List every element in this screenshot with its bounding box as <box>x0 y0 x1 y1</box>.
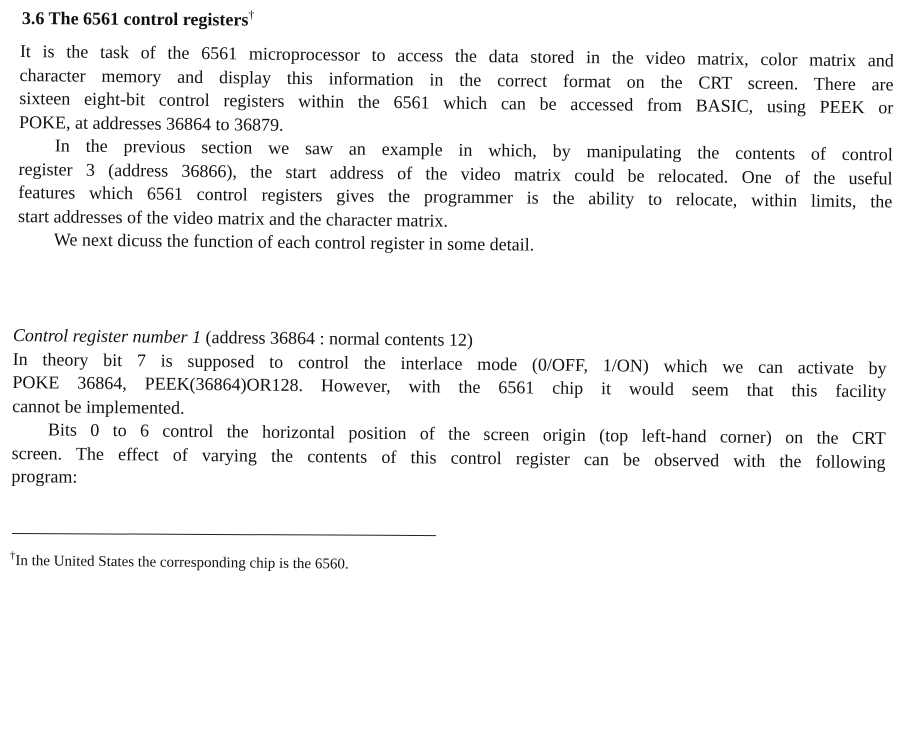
footnote-divider <box>12 533 436 536</box>
register-1-section <box>11 324 887 498</box>
register-1-title-rest: (address 36864 : normal contents 12) <box>200 326 474 350</box>
footnote-text: In the United States the corresponding chip is the 6560. <box>15 553 349 573</box>
text-line: start addresses of the video matrix and the character matrix. <box>17 205 449 231</box>
intro-paragraphs <box>18 40 894 261</box>
text-line: POKE, at addresses 36864 to 36879. <box>19 111 284 135</box>
text-line: Bits 0 to 6 control the horizontal position of the screen origin (top left-hand corner) on the CRT <box>47 419 886 449</box>
text-line: sixteen eight-bit control registers within the 6561 which can be accessed from BASIC, using PEEK or <box>19 87 894 118</box>
section-heading-text: 3.6 The 6561 control registers <box>21 7 249 30</box>
footnote <box>10 550 349 574</box>
text-line: It is the task of the 6561 microprocessor to access the data stored in the video matrix, color matrix and <box>19 40 894 71</box>
footnote-dagger: † <box>9 550 16 563</box>
text-line: character memory and display this information in the correct format on the CRT screen. There are <box>19 64 894 94</box>
register-1-title-italic: Control register number 1 <box>12 324 202 347</box>
text-line: In theory bit 7 is supposed to control the interlace mode (0/OFF, 1/ON) which we can activate by <box>12 348 887 378</box>
text-line: screen. The effect of varying the contents of this control register can be observed with the following <box>11 442 886 472</box>
text-line: register 3 (address 36866), the start address of the video matrix could be relocated. One of the useful <box>18 158 893 188</box>
text-line: POKE 36864, PEEK(36864)OR128. However, with the 6561 chip it would seem that this facility <box>12 371 887 402</box>
text-line: In the previous section we saw an example in which, by manipulating the contents of control <box>54 135 893 165</box>
text-line: cannot be implemented. <box>12 395 185 418</box>
section-heading <box>22 6 255 31</box>
text-line: features which 6561 control registers gives the programmer is the ability to relocate, within limits, the <box>18 181 893 212</box>
text-line: We next dicuss the function of each control register in some detail. <box>53 229 535 255</box>
dagger-mark: † <box>248 7 255 22</box>
text-line: program: <box>11 465 78 487</box>
